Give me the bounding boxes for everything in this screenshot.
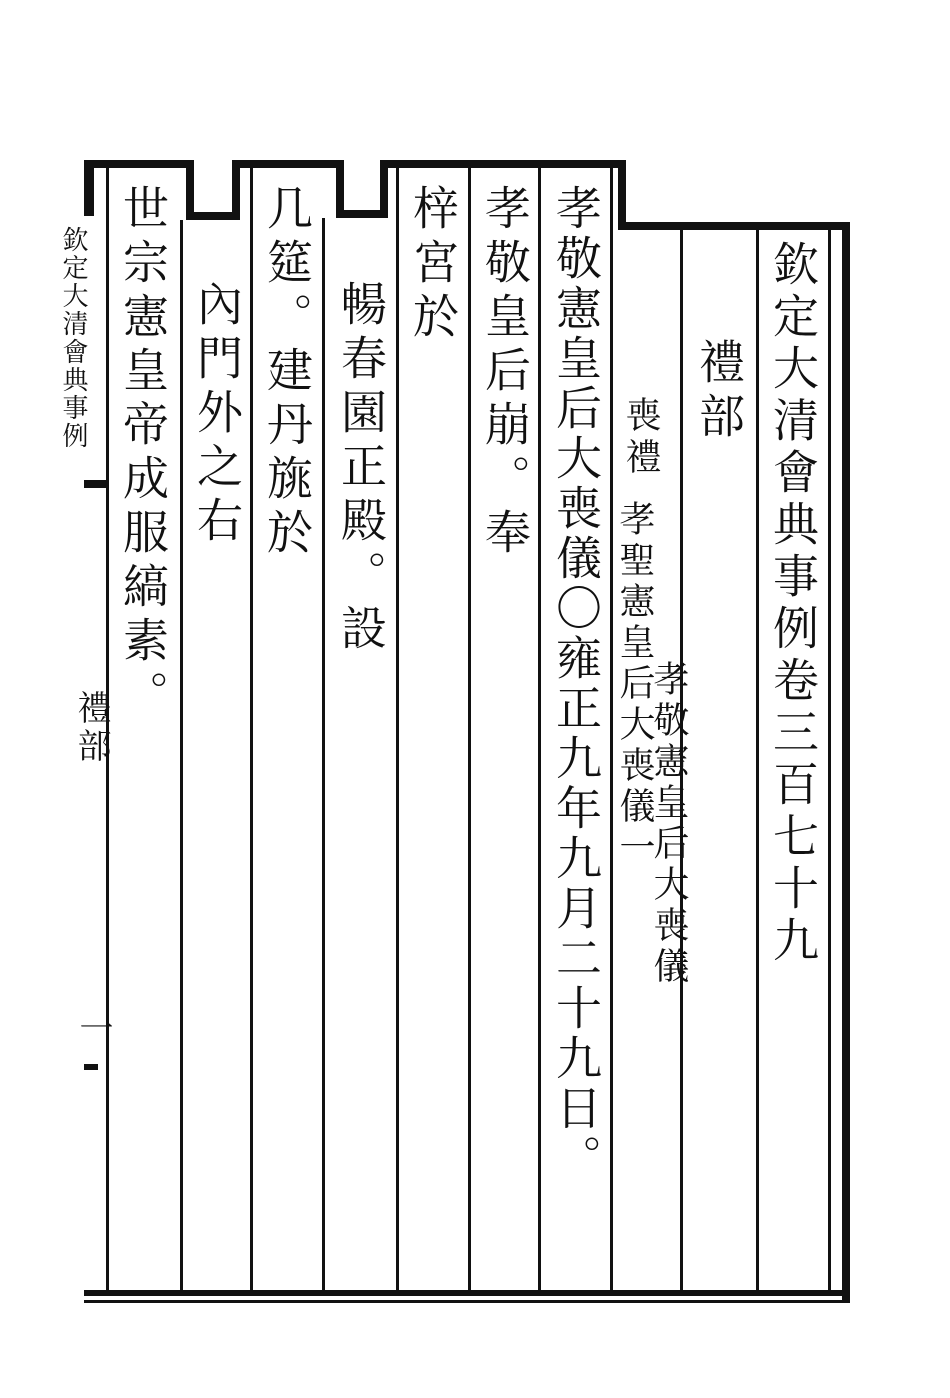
body-column-1: 孝敬憲皇后大喪儀〇雍正九年九月二十九日。 bbox=[549, 184, 603, 1184]
body-column-4: 暢春園正殿。設 bbox=[334, 280, 388, 658]
top-rule-notch2-right bbox=[380, 160, 388, 218]
bottom-rule-thin bbox=[84, 1300, 850, 1303]
margin-page-number: 一 bbox=[73, 1010, 113, 1048]
top-rule-notch1-bottom bbox=[186, 212, 238, 220]
fold-mark bbox=[84, 480, 106, 488]
column-divider bbox=[396, 168, 399, 1290]
column-divider bbox=[610, 168, 613, 1290]
margin-book-title: 欽定大清會典事例 bbox=[58, 226, 88, 450]
body-column-3: 梓宮於 bbox=[406, 184, 460, 346]
top-rule-step-down bbox=[618, 160, 626, 230]
column-divider bbox=[828, 230, 831, 1290]
column-divider bbox=[250, 168, 253, 1290]
top-rule-notch1-left bbox=[186, 160, 194, 220]
subsection-heading: 喪禮 bbox=[620, 396, 661, 480]
sub-item-second: 孝敬憲皇后大喪儀 bbox=[648, 660, 689, 988]
bottom-rule-main bbox=[84, 1290, 850, 1296]
top-rule-left bbox=[84, 160, 190, 168]
body-column-5: 几筵。建丹旐於 bbox=[260, 184, 314, 562]
section-heading: 禮部 bbox=[692, 338, 746, 446]
right-frame-edge bbox=[842, 222, 850, 1302]
body-column-2: 孝敬皇后崩。奉 bbox=[478, 184, 532, 562]
fold-mark bbox=[84, 168, 94, 216]
volume-title: 欽定大清會典事例卷三百七十九 bbox=[766, 240, 820, 968]
column-divider bbox=[322, 218, 325, 1290]
sub-item-first: 孝聖憲皇后大喪儀一 bbox=[614, 500, 655, 869]
column-divider bbox=[468, 168, 471, 1290]
margin-section-label: 禮部 bbox=[71, 690, 111, 766]
column-divider bbox=[180, 220, 183, 1290]
column-divider bbox=[756, 230, 759, 1290]
body-column-6: 內門外之右 bbox=[190, 280, 244, 550]
body-column-7: 世宗憲皇帝成服縞素。 bbox=[116, 184, 170, 724]
fold-mark bbox=[84, 1064, 98, 1070]
top-rule-mid1 bbox=[232, 160, 342, 168]
column-divider bbox=[538, 168, 541, 1290]
top-rule-right bbox=[618, 222, 850, 230]
top-rule-mid2 bbox=[380, 160, 626, 168]
top-rule-notch2-bottom bbox=[336, 210, 386, 218]
top-rule-notch1-right bbox=[232, 160, 240, 220]
